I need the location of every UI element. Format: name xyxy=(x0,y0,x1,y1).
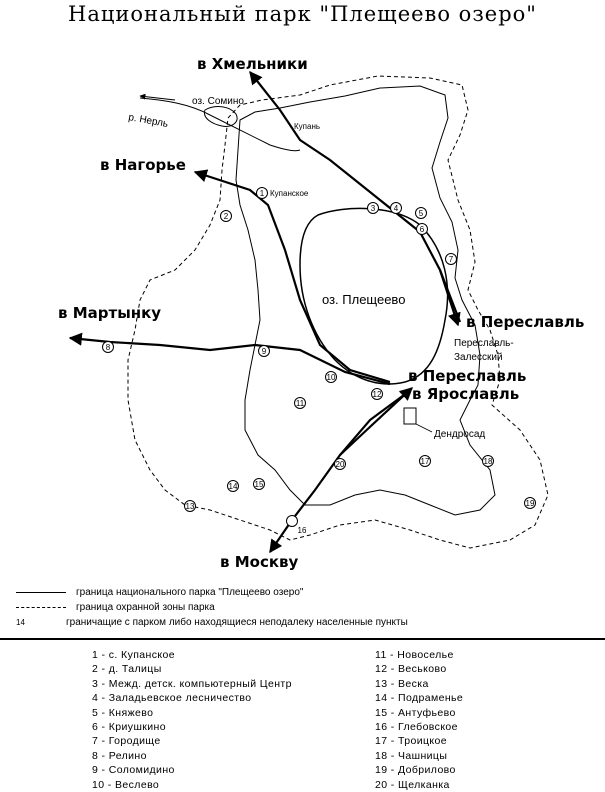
legend-buffer-boundary xyxy=(16,600,596,615)
road-martynku xyxy=(70,338,390,384)
settlement-marker xyxy=(221,211,232,222)
list-item: 5 - Княжево xyxy=(92,706,154,719)
settlement-marker-number: 1 xyxy=(259,189,265,198)
settlement-marker-number: 14 xyxy=(228,482,238,491)
list-item: 14 - Подраменье xyxy=(375,692,464,705)
buffer-zone-boundary xyxy=(128,76,548,548)
list-item: 6 - Криушкино xyxy=(92,720,166,733)
settlement-marker-number: 8 xyxy=(105,343,111,352)
settlement-list-right xyxy=(375,648,463,792)
settlement-marker xyxy=(483,456,494,467)
settlement-marker-number: 9 xyxy=(261,347,267,356)
settlement-marker xyxy=(257,188,268,199)
dendrosad-pointer xyxy=(416,424,432,432)
settlement-marker-number: 6 xyxy=(419,225,425,234)
list-item: 17 - Троицкое xyxy=(375,735,447,748)
legend-dashed-line-symbol xyxy=(16,607,66,609)
label-kupan: Купань xyxy=(294,122,321,131)
settlement-marker-number: 18 xyxy=(483,457,493,466)
label-dendrosad: Дендросад xyxy=(434,429,486,440)
settlement-marker xyxy=(391,203,402,214)
list-item: 1 - с. Купанское xyxy=(92,649,175,661)
list-item: 3 - Межд. детск. компьютерный Центр xyxy=(92,677,292,690)
settlement-marker-number: 12 xyxy=(372,390,382,399)
label-lake-pleshcheyevo: оз. Плещеево xyxy=(322,292,406,307)
settlement-marker xyxy=(295,398,306,409)
label-pereslavl-2: Залесский xyxy=(454,352,503,363)
legend-settlements xyxy=(16,615,596,630)
settlement-marker-number: 19 xyxy=(525,499,535,508)
list-item: 15 - Антуфьево xyxy=(375,706,456,719)
settlement-marker xyxy=(287,516,307,536)
label-river-nerl: р. Нерль xyxy=(127,112,169,130)
settlement-marker-number: 20 xyxy=(335,460,345,469)
settlement-marker-number: 5 xyxy=(418,209,424,218)
label-kupanskoe: Купанское xyxy=(270,189,309,198)
settlement-marker xyxy=(185,501,196,512)
label-lake-somino: оз. Сомино xyxy=(192,96,244,107)
settlement-marker xyxy=(416,208,427,219)
label-to-nagorye: в Нагорье xyxy=(100,156,186,174)
list-item: 7 - Городище xyxy=(92,735,161,748)
settlement-marker xyxy=(228,481,239,492)
list-item: 8 - Релино xyxy=(92,749,147,762)
label-to-khmelniki: в Хмельники xyxy=(197,55,308,73)
settlement-marker xyxy=(335,459,346,470)
list-item: 19 - Добрилово xyxy=(375,764,456,777)
legend-settlement-number: 14 xyxy=(16,618,25,627)
list-item: 9 - Соломидино xyxy=(92,764,175,777)
settlement-marker-number: 15 xyxy=(254,480,264,489)
list-item: 18 - Чашницы xyxy=(375,749,448,762)
settlement-list-left xyxy=(92,648,292,792)
settlement-marker xyxy=(420,456,431,467)
settlement-marker-number: 7 xyxy=(448,255,454,264)
settlement-marker xyxy=(254,479,265,490)
label-pereslavl-1: Переславль- xyxy=(454,338,514,349)
label-to-moscow: в Москву xyxy=(220,553,299,571)
list-item: 4 - Заладьевское лесничество xyxy=(92,692,252,705)
legend-buffer-boundary-text: граница охранной зоны парка xyxy=(76,602,215,613)
legend-park-boundary xyxy=(16,585,596,600)
settlement-marker xyxy=(446,254,457,265)
settlement-marker xyxy=(372,389,383,400)
legend-settlements-text: граничащие с парком либо находящиеся неподалеку населенные пункты xyxy=(66,617,408,628)
road-moscow xyxy=(270,392,408,552)
label-to-yaroslavl: в Ярославль xyxy=(412,385,520,403)
legend-solid-line-symbol xyxy=(16,592,66,594)
settlement-marker xyxy=(525,498,536,509)
settlement-marker-number: 3 xyxy=(370,204,376,213)
legend-park-boundary-text: граница национального парка "Плещеево озеро" xyxy=(76,587,304,598)
settlement-marker-number: 10 xyxy=(326,373,336,382)
settlement-marker-number: 13 xyxy=(185,502,195,511)
list-item: 13 - Веска xyxy=(375,677,429,690)
list-item: 2 - д. Талицы xyxy=(92,663,162,676)
list-item: 16 - Глебовское xyxy=(375,720,458,733)
settlement-marker-number: 4 xyxy=(393,204,399,213)
lake-somino xyxy=(204,107,237,127)
settlement-marker xyxy=(417,224,428,235)
list-item: 10 - Веслево xyxy=(92,778,160,791)
settlement-marker-number: 2 xyxy=(223,212,229,221)
settlement-marker-number: 17 xyxy=(420,457,430,466)
settlement-marker xyxy=(259,346,270,357)
settlement-marker xyxy=(368,203,379,214)
legend-separator xyxy=(0,638,605,640)
settlement-marker-number: 11 xyxy=(295,399,305,408)
label-to-pereslavl-2: в Переславль xyxy=(408,367,527,385)
settlement-marker xyxy=(103,342,114,353)
label-to-pereslavl: в Переславль xyxy=(466,313,585,331)
map-title: Национальный парк "Плещеево озеро" xyxy=(68,2,537,26)
settlement-marker-number: 16 xyxy=(297,526,307,535)
settlement-marker xyxy=(326,372,337,383)
list-item: 12 - Веськово xyxy=(375,663,447,676)
list-item: 20 - Щелканка xyxy=(375,778,450,791)
road-nagorye xyxy=(195,172,390,382)
dendrosad-marker xyxy=(404,408,416,424)
label-to-martynku: в Мартынку xyxy=(58,304,162,322)
map-legend xyxy=(16,585,596,630)
list-item: 11 - Новоселье xyxy=(375,649,454,661)
